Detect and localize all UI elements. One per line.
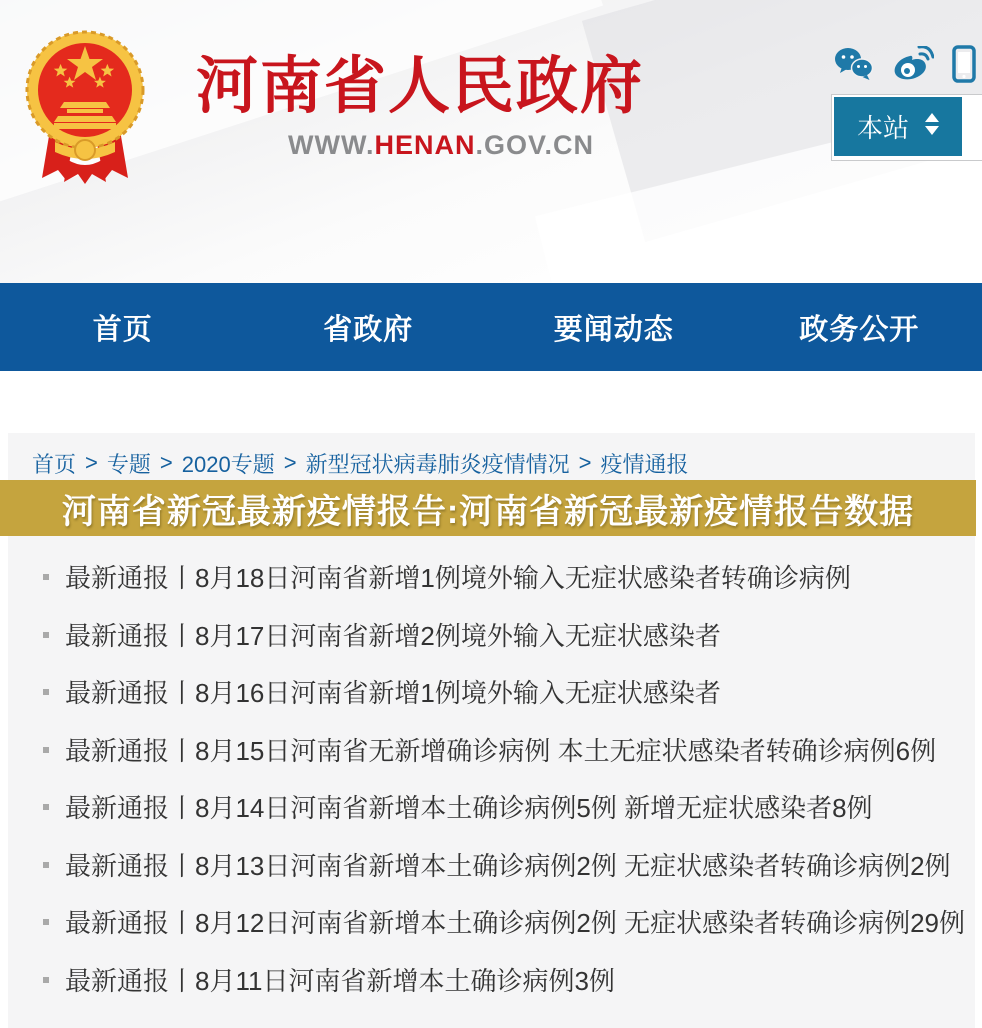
nav-item-provincial-government[interactable]: 省政府 bbox=[323, 313, 414, 346]
breadcrumb-separator: > bbox=[283, 450, 297, 475]
news-item[interactable] bbox=[8, 548, 975, 606]
page-title: 河南省新冠最新疫情报告:河南省新冠最新疫情报告数据 bbox=[61, 492, 915, 531]
news-list bbox=[8, 548, 975, 1008]
breadcrumb-covid-situation[interactable]: 新型冠状病毒肺炎疫情情况 bbox=[305, 451, 570, 477]
nav-item-gov-affairs[interactable]: 政务公开 bbox=[799, 313, 920, 346]
news-item[interactable] bbox=[8, 836, 975, 894]
news-item[interactable] bbox=[8, 893, 975, 951]
wechat-icon[interactable] bbox=[834, 47, 874, 81]
square-bullet-icon bbox=[43, 977, 49, 983]
news-item-title[interactable]: 最新通报丨8月12日河南省新增本土确诊病例2例 无症状感染者转确诊病例29例 bbox=[65, 908, 965, 939]
square-bullet-icon bbox=[43, 747, 49, 753]
breadcrumb-2020-topics[interactable]: 2020专题 bbox=[181, 451, 275, 477]
url-prefix: WWW. bbox=[287, 130, 375, 160]
url-domain: HENAN bbox=[374, 130, 476, 160]
site-scope-select[interactable] bbox=[834, 97, 962, 156]
site-title: 河南省人民政府 bbox=[196, 52, 645, 121]
breadcrumb-epidemic-bulletin[interactable]: 疫情通报 bbox=[600, 451, 689, 477]
news-item[interactable] bbox=[8, 778, 975, 836]
news-item-title[interactable]: 最新通报丨8月13日河南省新增本土确诊病例2例 无症状感染者转确诊病例2例 bbox=[65, 850, 951, 881]
news-item[interactable] bbox=[8, 606, 975, 664]
nav-item-news[interactable]: 要闻动态 bbox=[553, 313, 674, 346]
breadcrumb-separator: > bbox=[85, 450, 98, 475]
main-navigation bbox=[0, 283, 982, 371]
news-item-title[interactable]: 最新通报丨8月17日河南省新增2例境外输入无症状感染者 bbox=[65, 620, 721, 651]
breadcrumb bbox=[32, 446, 688, 480]
square-bullet-icon bbox=[43, 689, 49, 695]
square-bullet-icon bbox=[43, 632, 49, 638]
breadcrumb-separator: > bbox=[578, 450, 592, 475]
news-item-title[interactable]: 最新通报丨8月11日河南省新增本土确诊病例3例 bbox=[65, 965, 615, 996]
news-item-title[interactable]: 最新通报丨8月14日河南省新增本土确诊病例5例 新增无症状感染者8例 bbox=[65, 793, 873, 824]
site-scope-label: 本站 bbox=[856, 113, 909, 143]
square-bullet-icon bbox=[43, 804, 49, 810]
news-item[interactable] bbox=[8, 721, 975, 779]
site-url bbox=[196, 130, 686, 161]
news-item-title[interactable]: 最新通报丨8月18日河南省新增1例境外输入无症状感染者转确诊病例 bbox=[65, 563, 851, 594]
weibo-icon[interactable] bbox=[892, 46, 934, 82]
breadcrumb-home[interactable]: 首页 bbox=[32, 451, 77, 477]
search-box[interactable] bbox=[831, 94, 982, 161]
select-arrows-icon bbox=[925, 111, 939, 142]
news-item-title[interactable]: 最新通报丨8月15日河南省无新增确诊病例 本土无症状感染者转确诊病例6例 bbox=[65, 735, 937, 766]
mobile-icon[interactable] bbox=[952, 45, 976, 83]
news-item-title[interactable]: 最新通报丨8月16日河南省新增1例境外输入无症状感染者 bbox=[65, 678, 721, 709]
site-header bbox=[0, 0, 982, 283]
url-suffix: .GOV.CN bbox=[475, 130, 595, 160]
news-item[interactable] bbox=[8, 663, 975, 721]
header-icon-row bbox=[834, 44, 974, 84]
breadcrumb-separator: > bbox=[159, 450, 173, 475]
nav-item-home[interactable]: 首页 bbox=[92, 313, 153, 346]
news-item[interactable] bbox=[8, 951, 975, 1009]
square-bullet-icon bbox=[43, 862, 49, 868]
breadcrumb-topics[interactable]: 专题 bbox=[106, 451, 151, 477]
national-emblem-logo bbox=[20, 10, 150, 188]
square-bullet-icon bbox=[43, 919, 49, 925]
page-title-banner bbox=[0, 480, 976, 536]
square-bullet-icon bbox=[43, 574, 49, 580]
